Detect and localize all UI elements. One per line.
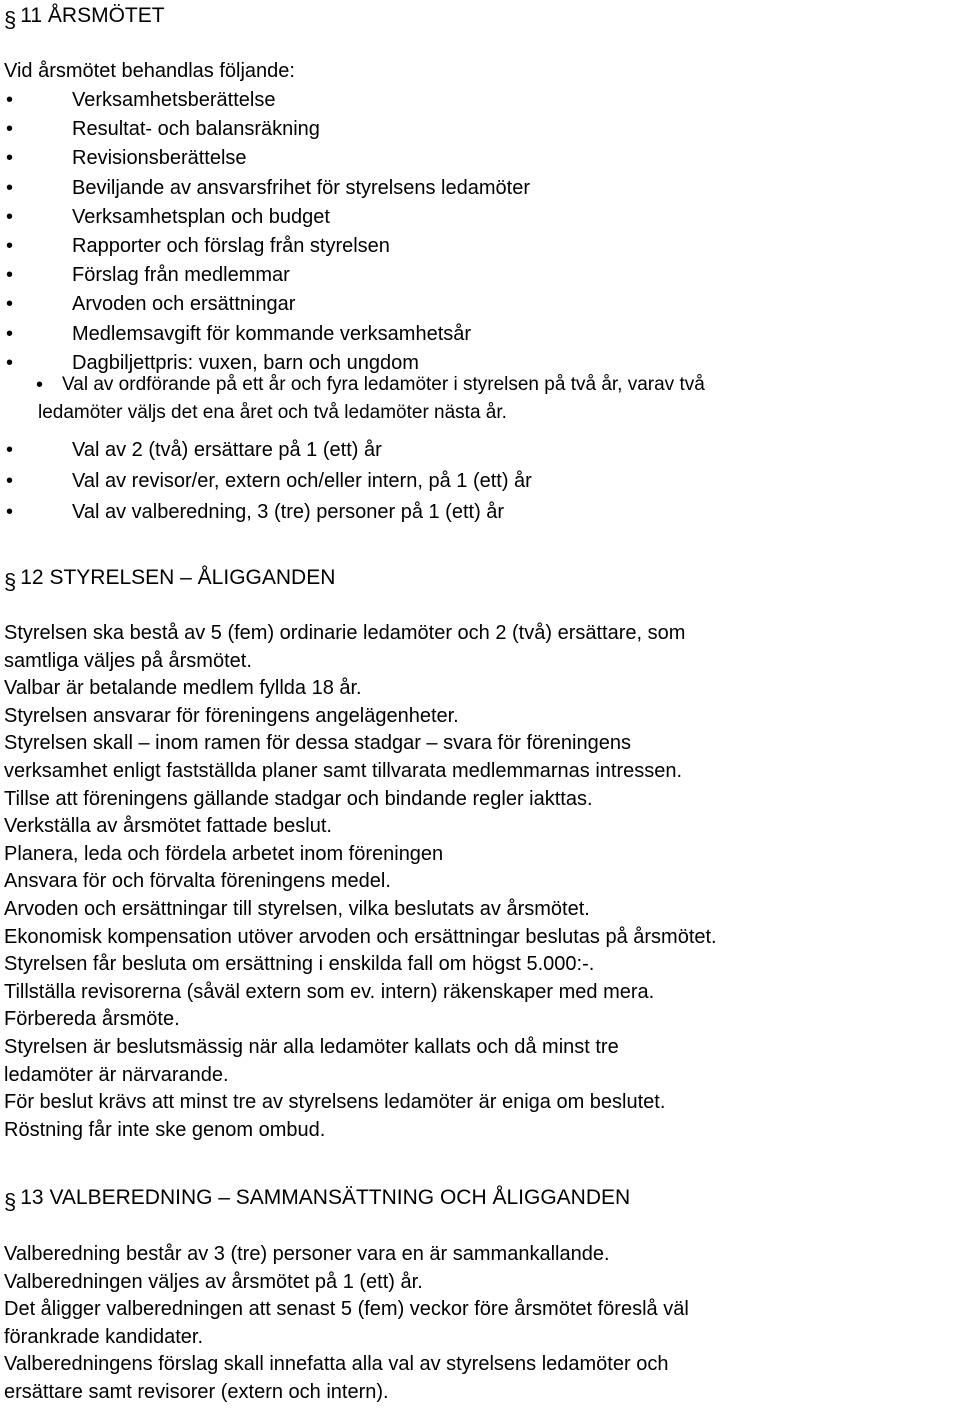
- list-item: Val av revisor/er, extern och/eller intern, på 1 (ett) år: [72, 470, 532, 492]
- bullet-icon: •: [6, 322, 14, 345]
- body-line: verksamhet enligt fastställda planer samt tillvarata medlemmarnas intressen.: [4, 760, 683, 782]
- section-11-title: ÅRSMÖTET: [47, 4, 165, 27]
- body-line: ledamöter är närvarande.: [4, 1063, 229, 1086]
- list-item: Dagbiljettpris: vuxen, barn och ungdom: [72, 351, 419, 374]
- list-item: Förslag från medlemmar: [72, 264, 290, 287]
- bullet-icon: •: [6, 205, 14, 228]
- body-line: För beslut krävs att minst tre av styrelsens ledamöter är eniga om beslutet.: [4, 1091, 666, 1114]
- list-item: Medlemsavgift för kommande verksamhetsår: [72, 322, 472, 345]
- body-line: ersättare samt revisorer (extern och intern).: [4, 1381, 389, 1403]
- bullet-icon: •: [6, 501, 14, 523]
- bullet-icon: •: [6, 147, 14, 170]
- list-item: Val av 2 (två) ersättare på 1 (ett) år: [72, 439, 382, 461]
- list-item: Verksamhetsberättelse: [72, 89, 276, 111]
- section-11-intro: Vid årsmötet behandlas följande:: [4, 60, 295, 82]
- section-11-number: 11: [20, 4, 43, 27]
- bullet-icon: •: [6, 470, 14, 492]
- paragraph-icon: §: [4, 1189, 17, 1214]
- body-line: Arvoden och ersättningar till styrelsen, vilka beslutats av årsmötet.: [4, 898, 590, 920]
- body-line: Styrelsen får besluta om ersättning i enskilda fall om högst 5.000:-.: [4, 953, 595, 976]
- body-line: Styrelsen skall – inom ramen för dessa stadgar – svara för föreningens: [4, 732, 631, 755]
- body-line: Tillställa revisorerna (såväl extern som ev. intern) räkenskaper med mera.: [4, 980, 655, 1003]
- body-line: Ansvara för och förvalta föreningens medel.: [4, 870, 391, 893]
- paragraph-icon: §: [4, 7, 17, 32]
- bullet-icon: •: [36, 374, 44, 396]
- bullet-icon: •: [6, 235, 14, 257]
- section-11-heading: [4, 2, 165, 30]
- body-line: Röstning får inte ske genom ombud.: [4, 1118, 326, 1141]
- body-line: Styrelsen är beslutsmässig när alla ledamöter kallats och då minst tre: [4, 1036, 619, 1058]
- bullet-icon: •: [6, 264, 14, 287]
- list-item: Resultat- och balansräkning: [72, 118, 320, 141]
- list-item: Val av ordförande på ett år och fyra ledamöter i styrelsen på två år, varav två: [62, 374, 705, 395]
- bullet-icon: •: [6, 118, 14, 141]
- bullet-icon: •: [6, 293, 14, 316]
- section-12-number: 12: [20, 566, 44, 589]
- body-line: Valberedningens förslag skall innefatta alla val av styrelsens ledamöter och: [4, 1353, 669, 1376]
- section-13-heading: [4, 1184, 630, 1212]
- body-line: förankrade kandidater.: [4, 1325, 204, 1348]
- body-line: Tillse att föreningens gällande stadgar och bindande regler iakttas.: [4, 787, 593, 810]
- bullet-icon: •: [6, 89, 14, 111]
- body-line: Styrelsen ansvarar för föreningens angelägenheter.: [4, 704, 459, 727]
- section-13-title: VALBEREDNING – SAMMANSÄTTNING OCH ÅLIGGANDEN: [49, 1186, 631, 1209]
- body-line: samtliga väljes på årsmötet.: [4, 649, 252, 672]
- body-line: Ekonomisk kompensation utöver arvoden och ersättningar beslutas på årsmötet.: [4, 925, 717, 948]
- body-line: Planera, leda och fördela arbetet inom föreningen: [4, 842, 444, 865]
- list-item: Arvoden och ersättningar: [72, 293, 296, 316]
- list-item: Revisionsberättelse: [72, 147, 247, 170]
- list-item: Rapporter och förslag från styrelsen: [72, 235, 390, 257]
- bullet-icon: •: [6, 351, 14, 374]
- paragraph-icon: §: [4, 569, 17, 594]
- bullet-icon: •: [6, 176, 14, 199]
- body-line: Valberedningen väljes av årsmötet på 1 (ett) år.: [4, 1270, 423, 1293]
- body-line: Styrelsen ska bestå av 5 (fem) ordinarie ledamöter och 2 (två) ersättare, som: [4, 622, 686, 644]
- section-12-title: STYRELSEN – ÅLIGGANDEN: [49, 566, 336, 589]
- body-line: Valbar är betalande medlem fyllda 18 år.: [4, 677, 362, 700]
- section-12-heading: [4, 564, 335, 592]
- bullet-icon: •: [6, 439, 14, 461]
- body-line: Valberedning består av 3 (tre) personer vara en är sammankallande.: [4, 1243, 610, 1265]
- body-line: Det åligger valberedningen att senast 5 (fem) veckor före årsmötet föreslå väl: [4, 1298, 689, 1321]
- list-item-continuation: ledamöter väljs det ena året och två ledamöter nästa år.: [38, 402, 507, 423]
- list-item: Beviljande av ansvarsfrihet för styrelsens ledamöter: [72, 176, 530, 199]
- section-13-number: 13: [20, 1186, 44, 1209]
- list-item: Verksamhetsplan och budget: [72, 205, 330, 228]
- body-line: Förbereda årsmöte.: [4, 1008, 180, 1031]
- list-item: Val av valberedning, 3 (tre) personer på 1 (ett) år: [72, 501, 505, 523]
- body-line: Verkställa av årsmötet fattade beslut.: [4, 815, 332, 838]
